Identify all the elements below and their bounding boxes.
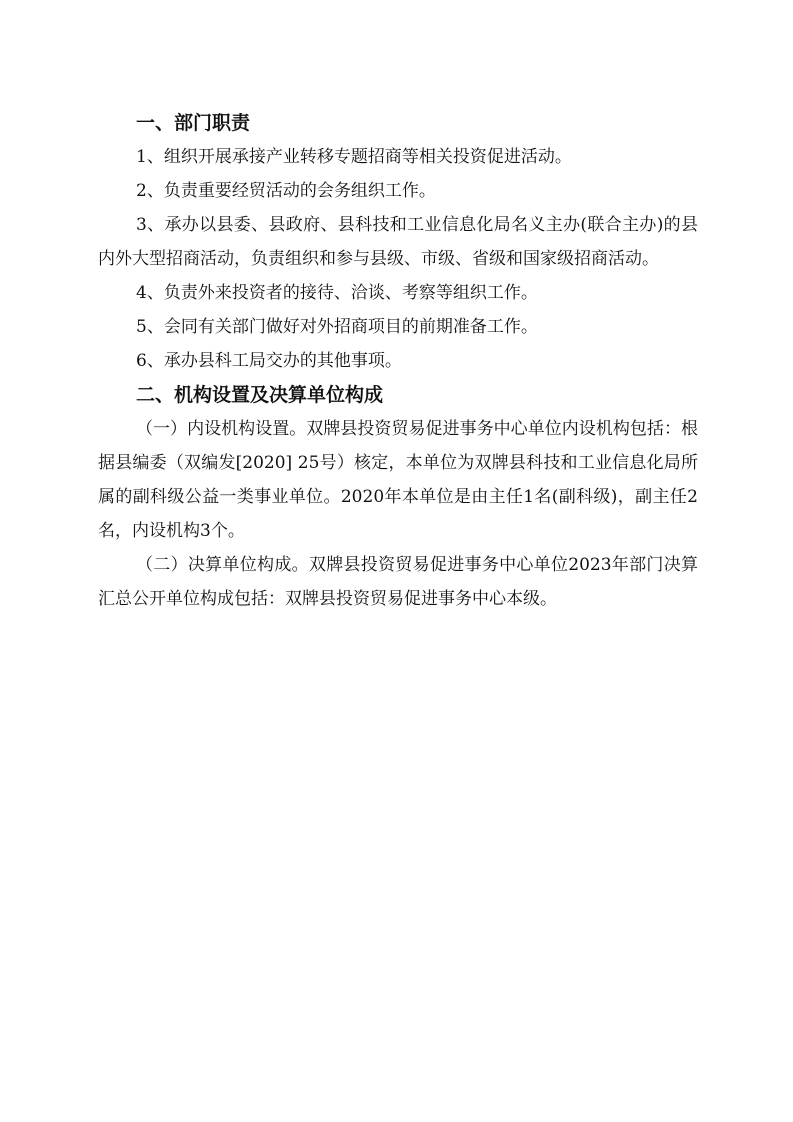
section-heading-department-duties: 一、部门职责 [136,112,251,134]
duty-item-5: 5、会同有关部门做好对外招商项目的前期准备工作。 [136,317,538,337]
section-heading-organization: 二、机构设置及决算单位构成 [136,384,384,406]
organization-paragraph-internal: （一）内设机构设置。双牌县投资贸易促进事务中心单位内设机构包括：根据县编委（双编发[2020] 25号）核定，本单位为双牌县科技和工业信息化局所属的副科级公益一类事业单位。2020年本单位是由主任1名(副科级)，副主任2名，内设机构3个。 [98,419,698,541]
organization-paragraph-accounting-units: （二）决算单位构成。双牌县投资贸易促进事务中心单位2023年部门决算汇总公开单位构成包括：双牌县投资贸易促进事务中心本级。 [98,555,698,609]
duty-item-2: 2、负责重要经贸活动的会务组织工作。 [136,181,436,201]
duty-item-3: 3、承办以县委、县政府、县科技和工业信息化局名义主办(联合主办)的县内外大型招商活动，负责组织和参与县级、市级、省级和国家级招商活动。 [98,215,698,269]
duty-item-6: 6、承办县科工局交办的其他事项。 [136,351,402,371]
duty-item-4: 4、负责外来投资者的接待、洽谈、考察等组织工作。 [136,283,538,303]
duty-item-1: 1、组织开展承接产业转移专题招商等相关投资促进活动。 [136,147,572,167]
document-body [98,106,698,616]
